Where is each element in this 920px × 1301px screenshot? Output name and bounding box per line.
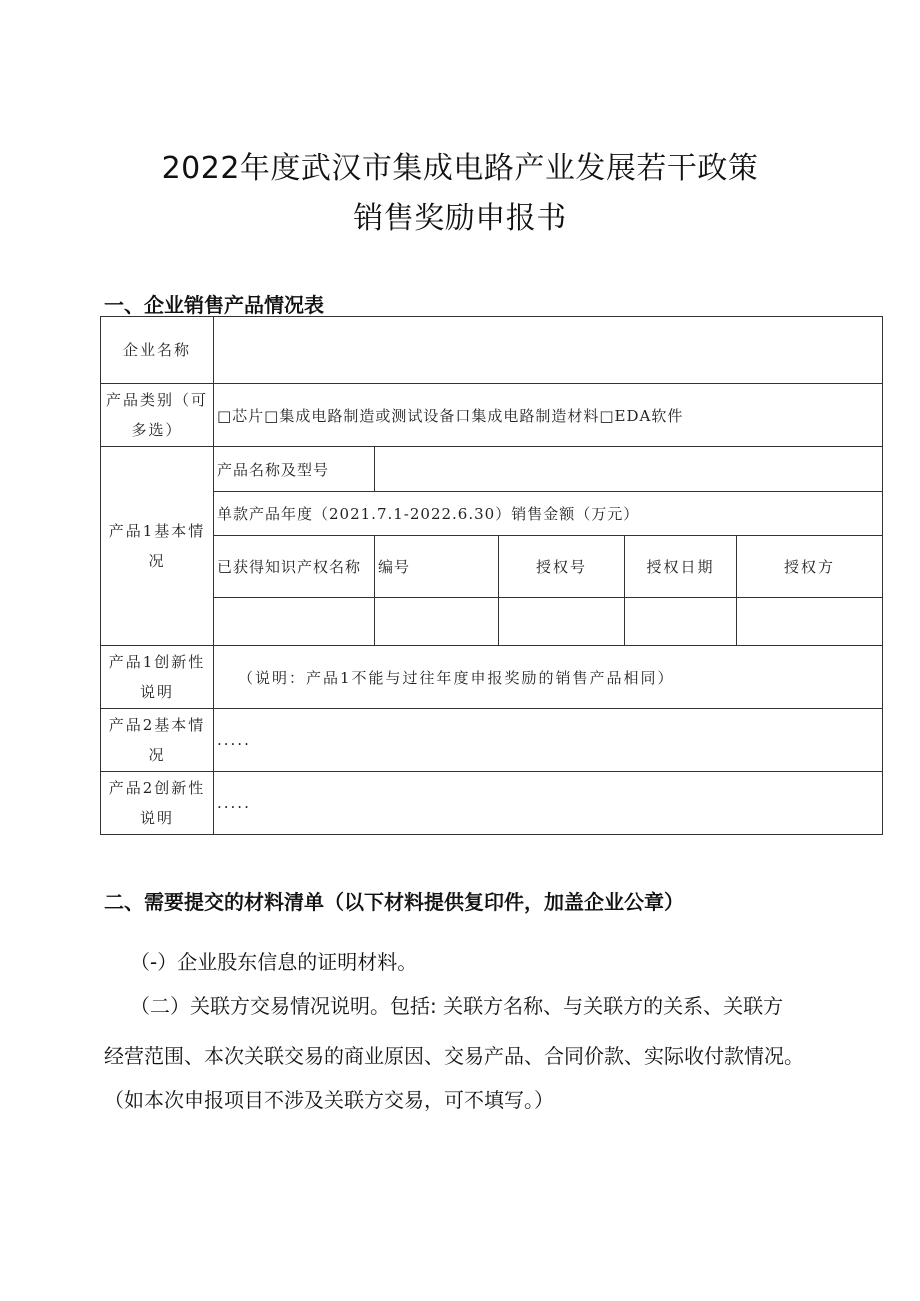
- col-auth-no: 授权号: [499, 536, 625, 598]
- col-number: 编号: [375, 536, 499, 598]
- material-item-2-line2: 经营范围、本次关联交易的商业原因、交易产品、合同价款、实际收付款情况。: [104, 1044, 804, 1068]
- ip-name-field[interactable]: [214, 598, 375, 646]
- material-item-2-line3: （如本次申报项目不涉及关联方交易，可不填写。）: [104, 1088, 554, 1112]
- company-name-label: 企业名称: [101, 317, 214, 384]
- ip-auth-date-field[interactable]: [625, 598, 737, 646]
- sales-product-table: [100, 316, 883, 835]
- product-name-label: 产品名称及型号: [214, 447, 375, 492]
- section1-heading: 一、企业销售产品情况表: [104, 293, 324, 317]
- doc-title-line1: 2022年度武汉市集成电路产业发展若干政策: [161, 151, 759, 186]
- product2-basic-label: 产品2基本情况: [101, 709, 214, 772]
- product1-innovation-label: 产品1创新性说明: [101, 646, 214, 709]
- product1-innovation-note[interactable]: （说明：产品1不能与过往年度申报奖励的销售产品相同）: [214, 646, 883, 709]
- material-item-2-line1: （二）关联方交易情况说明。包括: 关联方名称、与关联方的关系、关联方: [130, 994, 784, 1018]
- ip-number-field[interactable]: [375, 598, 499, 646]
- category-label: 产品类别（可多选）: [101, 384, 214, 447]
- product2-innovation-label: 产品2创新性说明: [101, 772, 214, 835]
- product-name-field[interactable]: [375, 447, 883, 492]
- col-auth-party: 授权方: [737, 536, 883, 598]
- product1-basic-label: 产品1基本情况: [101, 447, 214, 646]
- ip-auth-no-field[interactable]: [499, 598, 625, 646]
- sales-amount-label: 单款产品年度（2021.7.1-2022.6.30）销售金额（万元）: [214, 492, 883, 536]
- ip-name-label: 已获得知识产权名称: [214, 536, 375, 598]
- ip-auth-party-field[interactable]: [737, 598, 883, 646]
- doc-title-line2: 销售奖励申报书: [353, 201, 567, 236]
- category-options[interactable]: □芯片□集成电路制造或测试设备口集成电路制造材料□EDA软件: [214, 384, 883, 447]
- company-name-field[interactable]: [214, 317, 883, 384]
- product2-basic-field[interactable]: .....: [214, 709, 883, 772]
- material-item-1: （-）企业股东信息的证明材料。: [130, 950, 418, 974]
- col-auth-date: 授权日期: [625, 536, 737, 598]
- product2-innovation-field[interactable]: .....: [214, 772, 883, 835]
- section2-heading: 二、需要提交的材料清单（以下材料提供复印件，加盖企业公章）: [104, 890, 684, 914]
